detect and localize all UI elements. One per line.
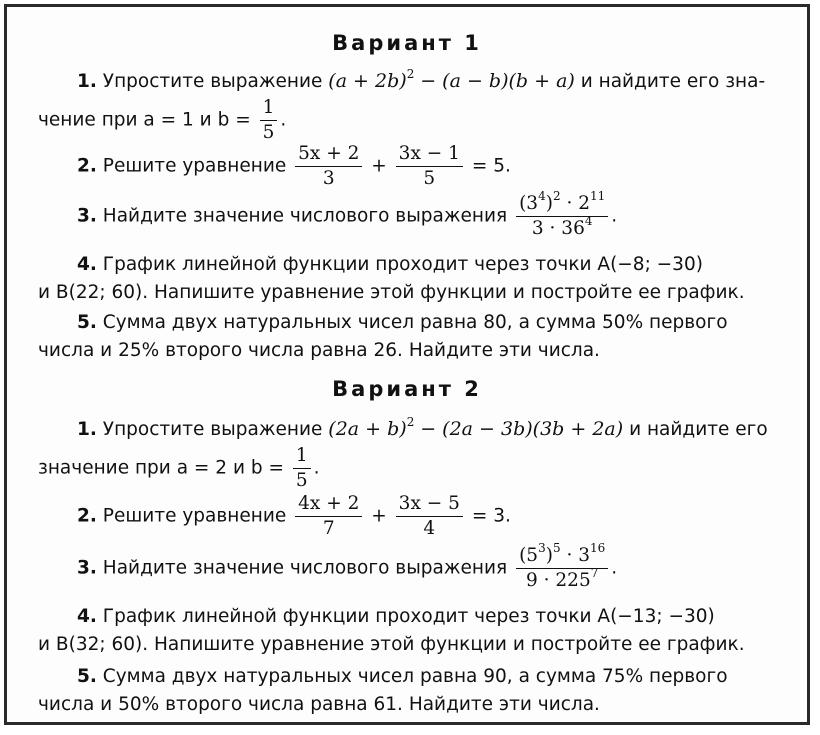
power-fraction: $\frac{(5^3)^5 \cdot 3^{16}}{9 \cdot 225^7}$: [516, 545, 608, 592]
fraction: $\frac{1}{5}$: [260, 97, 278, 144]
task-number: 1.: [77, 71, 97, 92]
v2-task4-line1: [77, 605, 715, 629]
task-text: числа и 25% второго числа равна 26. Найдите эти числа.: [38, 340, 600, 361]
task-text: График линейной функции проходит через точки A(−8; −30): [102, 254, 703, 275]
task-text: и найдите его зна-: [580, 71, 766, 92]
task-text: и найдите его: [629, 419, 768, 440]
v1-task4-line1: [77, 253, 703, 277]
equation-rhs: = 5.: [471, 155, 511, 177]
variant-1-title: Вариант 1: [332, 31, 482, 55]
v2-task4-line2: [38, 633, 745, 657]
exponent: 2: [406, 415, 415, 429]
fraction-1: $\frac{5x + 2}{3}$: [295, 143, 362, 190]
task-text: Решите уравнение: [102, 155, 287, 177]
task-number: 3.: [77, 557, 97, 579]
task-number: 2.: [77, 155, 97, 177]
task-number: 2.: [77, 505, 97, 527]
task-number: 5.: [77, 666, 97, 687]
v1-task2: [77, 143, 511, 190]
plus-sign: +: [371, 505, 387, 527]
v1-task5-line1: [77, 311, 728, 335]
fraction: $\frac{1}{5}$: [293, 445, 311, 492]
task-text: и B(22; 60). Напишите уравнение этой функции и постройте ее график.: [38, 282, 745, 303]
task-text: Упростите выражение: [102, 71, 323, 92]
fraction-2: $\frac{3x - 1}{5}$: [396, 143, 463, 190]
v2-task2: [77, 493, 511, 540]
math-expression: (a + 2b): [328, 70, 407, 92]
task-text: Решите уравнение: [102, 505, 287, 527]
v2-task5-line1: [77, 665, 728, 689]
task-text: Найдите значение числового выражения: [102, 557, 508, 579]
v2-task1-line1: [77, 417, 768, 442]
task-number: 5.: [77, 312, 97, 333]
task-text: числа и 50% второго числа равна 61. Найдите эти числа.: [38, 694, 600, 715]
fraction-1: $\frac{4x + 2}{7}$: [295, 493, 362, 540]
task-text: Сумма двух натуральных чисел равна 90, а сумма 75% первого: [102, 666, 728, 687]
v1-task1-line1: [77, 69, 765, 94]
plus-sign: +: [371, 155, 387, 177]
worksheet-page: [4, 4, 810, 725]
math-expression: (2a + b): [328, 418, 407, 440]
v1-task1-line2: чение при a = 1 и b = $\frac{1}{5}$ .: [38, 97, 287, 143]
v2-task3: 3. Найдите значение числового выражения $\frac{(5^3)^5 \cdot 3^{16}}{9 \cdot 225^7}$ .: [77, 541, 618, 591]
math-expression: − (2a − 3b)(3b + 2a): [420, 418, 624, 440]
task-number: 4.: [77, 254, 97, 275]
task-number: 1.: [77, 419, 97, 440]
v2-task1-line2: значение при a = 2 и b = $\frac{1}{5}$ .: [38, 445, 320, 491]
task-text: Сумма двух натуральных чисел равна 80, а сумма 50% первого: [102, 312, 728, 333]
task-text: и B(32; 60). Напишите уравнение этой функции и постройте ее график.: [38, 634, 745, 655]
v1-task5-line2: [38, 339, 600, 363]
task-number: 3.: [77, 205, 97, 227]
task-text: Упростите выражение: [102, 419, 323, 440]
variant-2-title: Вариант 2: [332, 377, 482, 401]
task-text: Найдите значение числового выражения: [102, 205, 508, 227]
fraction-2: $\frac{3x - 5}{4}$: [396, 493, 463, 540]
math-expression: − (a − b)(b + a): [420, 70, 575, 92]
exponent: 2: [406, 67, 415, 81]
task-text: значение при a = 2 и b =: [38, 457, 284, 479]
equation-rhs: = 3.: [471, 505, 511, 527]
task-text: График линейной функции проходит через точки A(−13; −30): [102, 606, 715, 627]
power-fraction: $\frac{(3^4)^2 \cdot 2^{11}}{3 \cdot 36^4}$: [516, 193, 608, 240]
v2-task5-line2: [38, 693, 600, 717]
v1-task4-line2: [38, 281, 745, 305]
task-number: 4.: [77, 606, 97, 627]
v1-task3: 3. Найдите значение числового выражения $\frac{(3^4)^2 \cdot 2^{11}}{3 \cdot 36^4}$ .: [77, 189, 618, 239]
task-text: чение при a = 1 и b =: [38, 109, 251, 131]
